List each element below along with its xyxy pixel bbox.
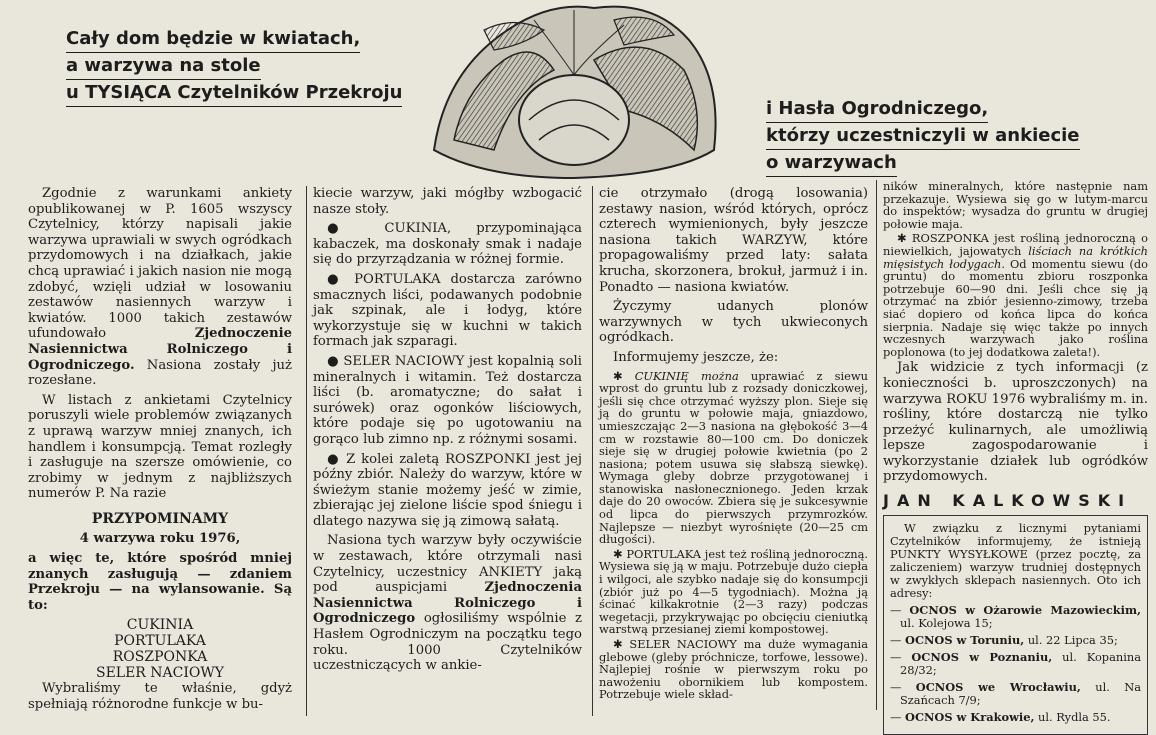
column-3	[592, 186, 868, 716]
paragraph: ników mineralnych, które następnie nam przekazuje. Wysiewa się go w lutym-marcu do inspektów; wysadza do gruntu w drugiej połowie maja.	[883, 179, 1148, 231]
subheading: 4 warzywa roku 1976,	[79, 531, 241, 547]
address-item: — OCNOS we Wrocławiu, ul. Na Szańcach 7/9;	[890, 679, 1141, 707]
paragraph: ● PORTULAKA dostarcza zarówno smacznych liści, podawanych podobnie jak szpinak, ale i łodyg, które wykorzystuje się w kuchni w takich formach jak szparagi.	[313, 272, 582, 350]
paragraph: Informujemy jeszcze, że:	[613, 349, 779, 365]
vegetable-list-item: CUKINIA	[126, 617, 194, 634]
paragraph: ● CUKINIA, przypominająca kabaczek, ma doskonały smak i nadaje się do przyrządzania w różnej formie.	[313, 221, 582, 268]
headline-line-3: u TYSIĄCA Czytelników Przekroju	[66, 80, 402, 107]
address-item: — OCNOS w Ożarowie Mazowieckim, ul. Kolejowa 15;	[890, 602, 1141, 630]
section-title: PRZYPOMINAMY	[91, 510, 229, 527]
paragraph: Nasiona tych warzyw były oczywiście w zestawach, które otrzymali nasi Czytelnicy, uczestnicy ANKIETY jaką pod auspicjami Zjednoczenia Nasiennictwa Rolniczego i Ogrodniczego ogłosiliśmy wspólnie z Hasłem Ogrodniczym na początku tego roku. 1000 Czytelników uczestniczących w ankie-	[313, 533, 582, 674]
author-name: JAN KALKOWSKI	[883, 491, 1133, 511]
paragraph: kiecie warzyw, jaki mógłby wzbogacić nasze stoły.	[313, 186, 582, 217]
headline-line-2: a warzywa na stole	[66, 53, 261, 80]
address-item: — OCNOS w Krakowie, ul. Rydla 55.	[890, 709, 1111, 724]
headline-right	[766, 96, 1096, 177]
paragraph: ✱ ROSZPONKA jest rośliną jednoroczną o niewielkich, jajowatych liściach na krótkich mięsistych łodygach. Od momentu siewu (do gruntu) do momentu zbioru roszponka potrzebuje 60—90 dni. Jeśli chce się ją otrzymać na zbiór jesienno-zimowy, trzeba siać dopiero od końca lipca do końca sierpnia. Nadaje się więc także po innych wczesnych warzywach jako roślina poplonowa (to jej dodatkowa zaleta!).	[883, 232, 1148, 358]
vegetable-list-item: ROSZPONKA	[112, 649, 208, 666]
paragraph: ✱ PORTULAKA jest też rośliną jednoroczną. Wysiewa się ją w maju. Potrzebuje dużo ciepła i wilgoci, ale szybko nadaje się do konsumpcji (zbiór już po 4—5 tygodniach). Można ją ścinać kilkakrotnie (2—3 razy) podczas wegetacji, przykrywając po obcięciu cieniutką warstwą przesianej ziemi kompostowej.	[599, 548, 868, 636]
paragraph: ● Z kolei zaletą ROSZPONKI jest jej późny zbiór. Należy do warzyw, które w świeżym stanie możemy jeść w zimie, zbierając jej zielone liście spod śniegu i dlatego nazywa się ją zimową sałatą.	[313, 452, 582, 530]
info-box-intro: W związku z licznymi pytaniami Czytelników informujemy, że istnieją PUNKTY WYSYŁKOWE (przez pocztę, za zaliczeniem) warzyw trudniej dostępnych w zwykłych sklepach nasiennych. Oto ich adresy:	[890, 520, 1141, 600]
column-2	[306, 186, 582, 716]
headline-left	[66, 26, 403, 107]
paragraph: Zgodnie z warunkami ankiety opublikowanej w P. 1605 wszyscy Czytelnicy, którzy napisali jakie warzywa uprawiali w swych ogródkach przydomowych i na działkach, jakie chcą uprawiać i jakich nasion nie mogą zdobyć, wzięli udział w losowaniu zestawów nasiennych warzyw i kwiatów. 1000 takich zestawów ufundowało Zjednoczenie Nasiennictwa Rolniczego i Ogrodniczego. Nasiona zostały już rozesłane.	[28, 186, 292, 389]
vegetable-list-item: PORTULAKA	[114, 633, 206, 650]
vegetable-list-item: SELER NACIOWY	[95, 665, 225, 682]
headline-line-1: Cały dom będzie w kwiatach,	[66, 26, 360, 53]
paragraph: Wybraliśmy te właśnie, gdyż spełniają różnorodne funkcje w bu-	[28, 681, 292, 713]
info-box	[883, 515, 1148, 735]
headline-right-line-2: którzy uczestniczyli w ankiecie	[766, 123, 1080, 150]
paragraph: ✱ SELER NACIOWY ma duże wymagania glebowe (gleby próchnicze, torfowe, lessowe). Najlepiej rośnie w pierwszym roku po nawożeniu obornikiem lub kompostem. Potrzebuje wiele skład-	[599, 638, 868, 701]
subheading-text: a więc te, które spośród mniej znanych zasługują — zdaniem Przekroju — na wylansowanie. Są to:	[28, 551, 292, 613]
column-1	[28, 186, 292, 716]
paragraph: Jak widzicie z tych informacji (z konieczności b. uproszczonych) na warzywa ROKU 1976 wybraliśmy m. in. rośliny, które dostarczą nie tylko przeżyć kulinarnych, ale umożliwią lepsze zagospodarowanie i wykorzystanie działek lub ogródków przydomowych.	[883, 360, 1148, 485]
address-item: — OCNOS w Poznaniu, ul. Kopanina 28/32;	[890, 649, 1141, 677]
paragraph: ✱ CUKINIĘ można uprawiać z siewu wprost do gruntu lub z rozsady doniczkowej, jeśli się chce otrzymać wyższy plon. Sieje się ją do gruntu w połowie maja, gniazdowo, umieszczając 2—3 nasiona na głębokość 3—4 cm w rozstawie 80—100 cm. Do doniczek sieje się w drugiej połowie kwietnia (po 2 nasiona; potem usuwa się słabszą siewkę). Wymaga gleby dobrze przygotowanej i stanowiska nasłonecznionego. Jeden krzak daje do 20 owoców. Zbiera się je sukcesywnie od lipca do pierwszych przymrozków. Najlepsze — niezbyt wyrośnięte (20—25 cm długości).	[599, 370, 868, 546]
paragraph: ● SELER NACIOWY jest kopalnią soli mineralnych i witamin. Też dostarcza liści (b. aromatyczne; do sałat i surówek) oraz ogonków liściowych, które podaje się po ugotowaniu na gorąco lub zimno np. z różnymi sosami.	[313, 354, 582, 448]
address-item: — OCNOS w Toruniu, ul. 22 Lipca 35;	[890, 632, 1118, 647]
cabbage-illustration-icon	[424, 0, 724, 182]
headline-right-line-1: i Hasła Ogrodniczego,	[766, 96, 988, 123]
column-4	[876, 179, 1148, 724]
paragraph: Życzymy udanych plonów warzywnych w tych ukwieconych ogródkach.	[599, 299, 868, 346]
paragraph: W listach z ankietami Czytelnicy poruszyli wiele problemów związanych z uprawą warzyw mniej znanych, ich handlem i konsumpcją. Temat rozległy i zasługuje na szersze omówienie, co zrobimy w jednym z najbliższych numerów P. Na razie	[28, 392, 292, 502]
headline-right-line-3: o warzywach	[766, 150, 897, 177]
paragraph: cie otrzymało (drogą losowania) zestawy nasion, wśród których, oprócz czterech wymienionych, były jeszcze nasiona takich WARZYW, które propagowaliśmy przed laty: sałata krucha, skorzonera, brokuł, jarmuż i in. Ponadto — nasiona kwiatów.	[599, 186, 868, 295]
